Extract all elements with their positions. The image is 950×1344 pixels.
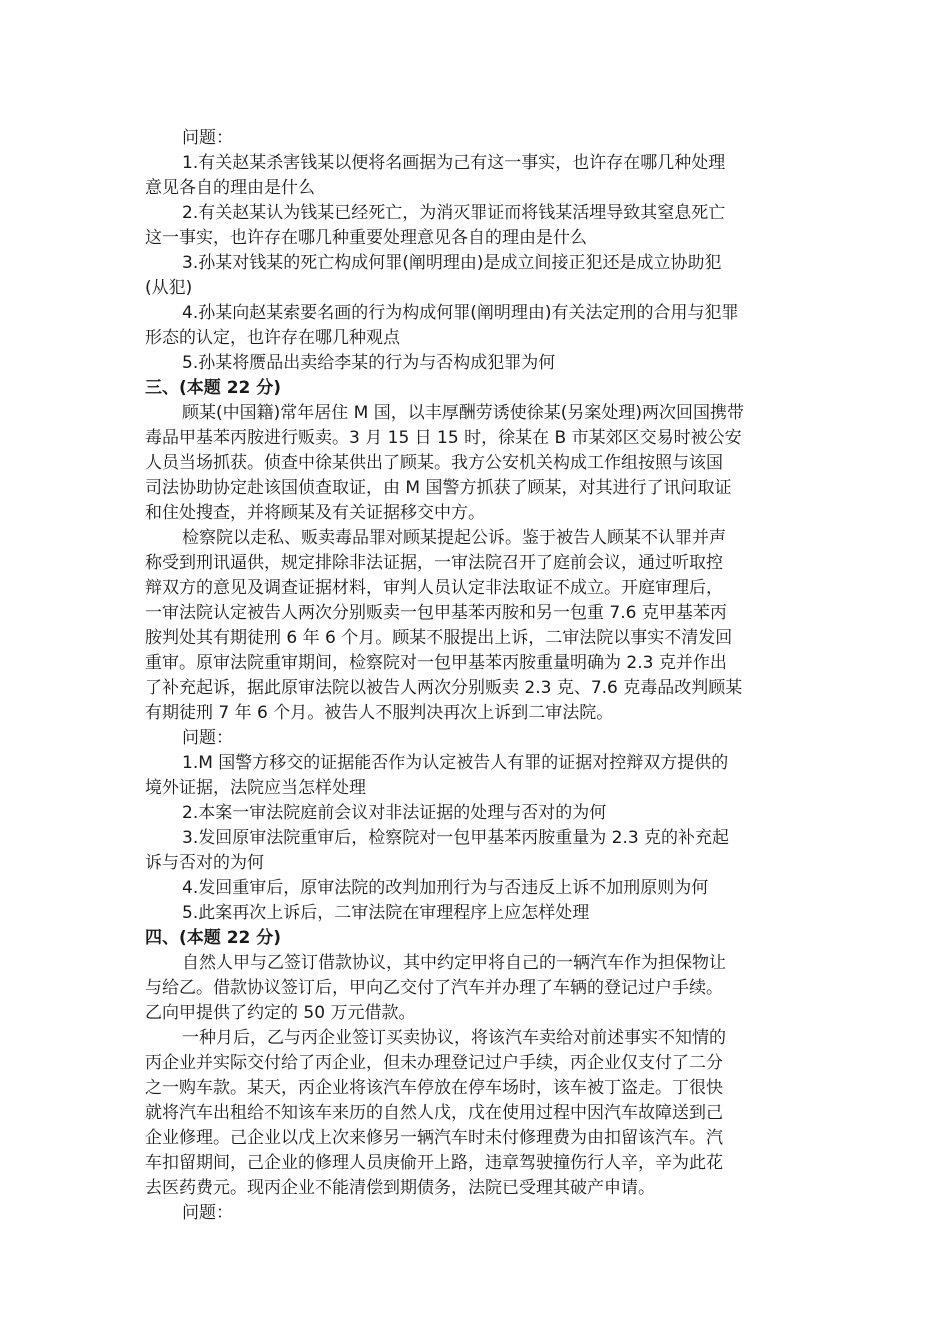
text-line: 司法协助协定赴该国侦查取证，由 M 国警方抓获了顾某，对其进行了讯问取证 [145, 478, 732, 498]
text-line: 1.M 国警方移交的证据能否作为认定被告人有罪的证据对控辩双方提供的 [182, 753, 729, 773]
text-line: 之一购车款。某天，丙企业将该汽车停放在停车场时，该车被丁盗走。丁很快 [145, 1078, 723, 1098]
document-page [145, 126, 805, 1226]
text-line: 重审。原审法院重审期间，检察院对一包甲基苯丙胺重量明确为 2.3 克并作出 [145, 653, 727, 673]
text-line: 4.发回重审后，原审法院的改判加刑行为与否违反上诉不加刑原则为何 [182, 878, 709, 898]
text-line: (从犯) [145, 278, 193, 298]
text-line: 问题： [182, 1203, 233, 1223]
text-line: 了补充起诉，据此原审法院以被告人两次分别贩卖 2.3 克、7.6 克毒品改判顾某 [145, 678, 743, 698]
text-line: 乙向甲提供了约定的 50 万元借款。 [145, 1003, 416, 1023]
text-line: 一审法院认定被告人两次分别贩卖一包甲基苯丙胺和另一包重 7.6 克甲基苯丙 [145, 603, 727, 623]
text-line: 有期徒刑 7 年 6 个月。被告人不服判决再次上诉到二审法院。 [145, 703, 614, 723]
text-line: 2.有关赵某认为钱某已经死亡，为消灭罪证而将钱某活埋导致其窒息死亡 [182, 203, 726, 223]
text-line: 称受到刑讯逼供，规定排除非法证据，一审法院召开了庭前会议，通过听取控 [145, 553, 723, 573]
text-line: 辩双方的意见及调查证据材料，审判人员认定非法取证不成立。开庭审理后， [145, 578, 723, 598]
text-line: 4.孙某向赵某索要名画的行为构成何罪(阐明理由)有关法定刑的合用与犯罪 [182, 303, 739, 323]
section-heading: 三、(本题 22 分) [145, 378, 282, 398]
text-line: 问题： [182, 128, 233, 148]
text-line: 毒品甲基苯丙胺进行贩卖。3 月 15 日 15 时，徐某在 B 市某郊区交易时被公安 [145, 428, 742, 448]
text-line: 一种月后，乙与丙企业签订买卖协议，将该汽车卖给对前述事实不知情的 [182, 1028, 726, 1048]
text-line: 这一事实，也许存在哪几种重要处理意见各自的理由是什么 [145, 228, 587, 248]
text-line: 1.有关赵某杀害钱某以便将名画据为己有这一事实，也许存在哪几种处理 [182, 153, 726, 173]
text-line: 形态的认定，也许存在哪几种观点 [145, 328, 400, 348]
text-line: 境外证据，法院应当怎样处理 [145, 778, 366, 798]
text-line: 诉与否对的为何 [145, 853, 264, 873]
text-line: 和住处搜查，并将顾某及有关证据移交中方。 [145, 503, 485, 523]
text-line: 胺判处其有期徒刑 6 年 6 个月。顾某不服提出上诉，二审法院以事实不清发回 [145, 628, 733, 648]
text-line: 2.本案一审法院庭前会议对非法证据的处理与否对的为何 [182, 803, 607, 823]
text-line: 车扣留期间，己企业的修理人员庚偷开上路，违章驾驶撞伤行人辛，辛为此花 [145, 1153, 723, 1173]
text-line: 就将汽车出租给不知该车来历的自然人戊，戊在使用过程中因汽车故障送到己 [145, 1103, 723, 1123]
text-line: 与给乙。借款协议签订后，甲向乙交付了汽车并办理了车辆的登记过户手续。 [145, 978, 723, 998]
text-line: 自然人甲与乙签订借款协议，其中约定甲将自己的一辆汽车作为担保物让 [182, 953, 726, 973]
text-line: 人员当场抓获。侦查中徐某供出了顾某。我方公安机关构成工作组按照与该国 [145, 453, 723, 473]
text-line: 丙企业并实际交付给了丙企业，但未办理登记过户手续，丙企业仅支付了二分 [145, 1053, 723, 1073]
text-line: 5.孙某将赝品出卖给李某的行为与否构成犯罪为何 [182, 353, 556, 373]
text-line: 问题： [182, 728, 233, 748]
text-line: 3.孙某对钱某的死亡构成何罪(阐明理由)是成立间接正犯还是成立协助犯 [182, 253, 722, 273]
text-line: 3.发回原审法院重审后，检察院对一包甲基苯丙胺重量为 2.3 克的补充起 [182, 828, 730, 848]
text-line: 去医药费元。现丙企业不能清偿到期债务，法院已受理其破产申请。 [145, 1178, 655, 1198]
section-heading: 四、(本题 22 分) [145, 928, 282, 948]
text-line: 检察院以走私、贩卖毒品罪对顾某提起公诉。鉴于被告人顾某不认罪并声 [182, 528, 726, 548]
text-line: 意见各自的理由是什么 [145, 178, 315, 198]
text-line: 顾某(中国籍)常年居住 M 国，以丰厚酬劳诱使徐某(另案处理)两次回国携带 [182, 403, 745, 423]
text-line: 5.此案再次上诉后，二审法院在审理程序上应怎样处理 [182, 903, 590, 923]
text-line: 企业修理。己企业以戊上次来修另一辆汽车时未付修理费为由扣留该汽车。汽 [145, 1128, 723, 1148]
